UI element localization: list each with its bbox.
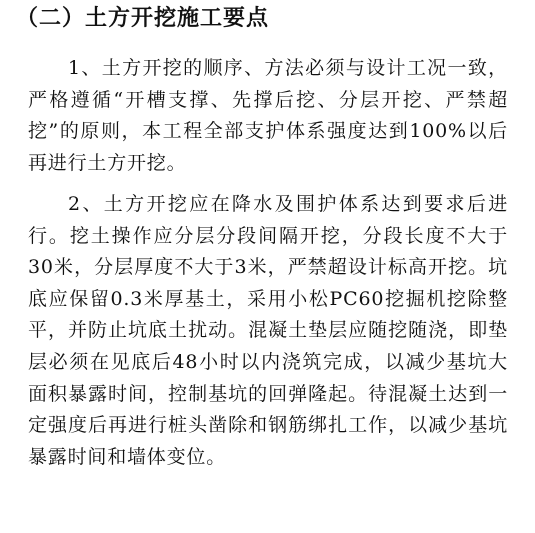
paragraph-1: 1、土方开挖的顺序、方法必须与设计工况一致，严格遵循“开槽支撑、先撑后挖、分层开挖、严禁超挖”的原则，本工程全部支护体系强度达到100%以后再进行土方开挖。: [28, 57, 508, 174]
section-heading: （二）土方开挖施工要点: [16, 6, 270, 31]
paragraph-2: 2、土方开挖应在降水及围护体系达到要求后进行。挖土操作应分层分段间隔开挖，分段长度不大于30米，分层厚度不大于3米，严禁超设计标高开挖。坑底应保留0.3米厚基土，采用小松PC60挖掘机挖除整平，并防止坑底土扰动。混凝土垫层应随挖随浇，即垫层必须在见底后48小时以内浇筑完成，以减少基坑大面积暴露时间，控制基坑的回弹隆起。待混凝土达到一定强度后再进行桩头凿除和钢筋绑扎工作，以减少基坑暴露时间和墙体变位。: [28, 193, 508, 468]
